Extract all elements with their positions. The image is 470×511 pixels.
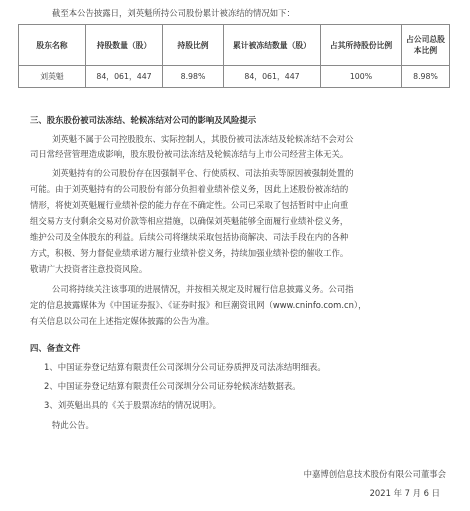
table-header: 占公司总股本比例: [402, 25, 450, 66]
section3-paragraph2-line: 敬请广大投资者注意投资风险。: [30, 264, 148, 274]
table-cell: 84，061，447: [86, 66, 163, 88]
table-row: [19, 66, 450, 88]
section3-paragraph2-line: 方式，积极、努力督促业绩承诺方履行业绩补偿义务，持续加强业绩补偿的催收工作。: [30, 248, 349, 258]
signature-date: 2021 年 7 月 6 日: [369, 488, 440, 498]
frozen-shares-table: [18, 24, 450, 88]
table-cell: 100%: [321, 66, 402, 88]
section4-title: 四、备查文件: [30, 343, 81, 353]
table-cell: 84，061，447: [224, 66, 321, 88]
table-header: 持股数量（股）: [86, 25, 163, 66]
table-header-row: [19, 25, 450, 66]
signature-company: 中嘉博创信息技术股份有限公司董事会: [303, 469, 446, 479]
table-header: 股东名称: [19, 25, 86, 66]
section3-paragraph2-line: 维护公司及全体股东的利益。后续公司将继续采取包括协商解决、司法手段在内的各种: [30, 232, 349, 242]
table-cell: 8.98%: [163, 66, 224, 88]
intro-text: 截至本公告披露日，刘英魁所持公司股份累计被冻结的情况如下：: [52, 8, 295, 18]
closing-text: 特此公告。: [52, 420, 94, 430]
table-header: 累计被冻结数量（股）: [224, 25, 321, 66]
table-cell: 刘英魁: [19, 66, 86, 88]
section3-paragraph3-line: 公司将持续关注该事项的进展情况，并按相关规定及时履行信息披露义务。公司指: [52, 284, 354, 294]
reference-document-item: 1、中国证券登记结算有限责任公司深圳分公司证券质押及司法冻结明细表。: [44, 362, 326, 372]
table-header: 持股比例: [163, 25, 224, 66]
section3-paragraph2-line: 情形，将使刘英魁履行业绩补偿的能力存在不确定性。公司已采取了包括暂时中止向重: [30, 200, 349, 210]
reference-document-item: 2、中国证券登记结算有限责任公司深圳分公司证券轮候冻结数据表。: [44, 381, 301, 391]
section3-paragraph2-line: 可能。由于刘英魁持有的公司股份有部分负担着业绩补偿义务，因此上述股份被冻结的: [30, 184, 349, 194]
section3-paragraph3-line: 有关信息以公司在上述指定媒体披露的公告为准。: [30, 316, 215, 326]
section3-title: 三、股东股份被司法冻结、轮候冻结对公司的影响及风险提示: [30, 115, 257, 125]
section3-paragraph2-line: 刘英魁持有的公司股份存在因强制平仓、行使质权、司法拍卖等原因被强制处置的: [52, 168, 354, 178]
table-header: 占其所持股份比例: [321, 25, 402, 66]
reference-document-item: 3、刘英魁出具的《关于股票冻结的情况说明》。: [44, 400, 222, 410]
section3-paragraph2-line: 组交易方支付剩余交易对价款等相应措施，以确保刘英魁能够全面履行业绩补偿义务，: [30, 216, 349, 226]
section3-paragraph3-line: 定的信息披露媒体为《中国证券报》、《证券时报》和巨潮资讯网（www.cninfo.com.cn），: [30, 300, 367, 310]
section3-paragraph1-line: 司日常经营管理造成影响，股东股份被司法冻结及轮候冻结与上市公司经营主体无关。: [30, 149, 349, 159]
table-cell: 8.98%: [402, 66, 450, 88]
section3-paragraph1-line: 刘英魁不属于公司控股股东、实际控制人，其股份被司法冻结及轮候冻结不会对公: [52, 134, 354, 144]
